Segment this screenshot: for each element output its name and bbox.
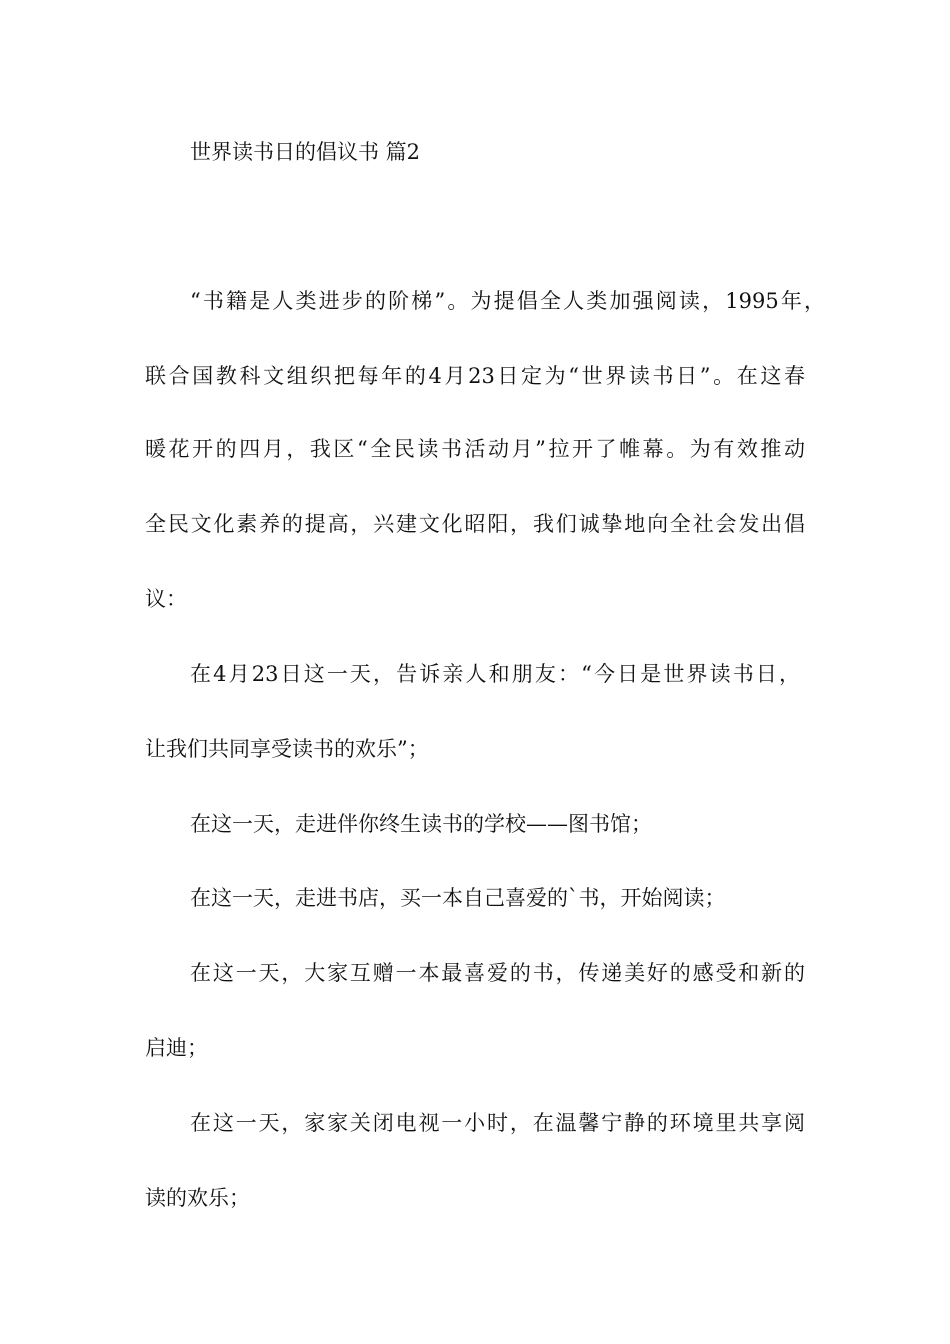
paragraph-line: “书籍是人类进步的阶梯”。为提倡全人类加强阅读，1995年， bbox=[190, 289, 825, 313]
paragraph-line: 在这一天，家家关闭电视一小时，在温馨宁静的环境里共享阅 bbox=[190, 1111, 805, 1135]
paragraph-line: 让我们共同享受读书的欢乐”； bbox=[145, 737, 429, 761]
paragraph-line: 议： bbox=[145, 587, 187, 611]
document-title: 世界读书日的倡议书 篇2 bbox=[190, 140, 421, 164]
paragraph-line: 暖花开的四月，我区“全民读书活动月”拉开了帷幕。为有效推动 bbox=[145, 437, 805, 461]
paragraph-line: 全民文化素养的提高，兴建文化昭阳，我们诚挚地向全社会发出倡 bbox=[145, 512, 805, 536]
paragraph-line: 启迪； bbox=[145, 1036, 208, 1060]
paragraph-line: 在4月23日这一天，告诉亲人和朋友：“今日是世界读书日， bbox=[190, 662, 800, 686]
paragraph-line: 读的欢乐； bbox=[145, 1186, 250, 1210]
paragraph-line: 在这一天，走进伴你终生读书的学校——图书馆； bbox=[190, 812, 652, 836]
paragraph-line: 联合国教科文组织把每年的4月23日定为“世界读书日”。在这春 bbox=[145, 364, 805, 388]
paragraph-line: 在这一天，大家互赠一本最喜爱的书，传递美好的感受和新的 bbox=[190, 961, 805, 985]
paragraph-line: 在这一天，走进书店，买一本自己喜爱的`书，开始阅读； bbox=[190, 886, 726, 910]
